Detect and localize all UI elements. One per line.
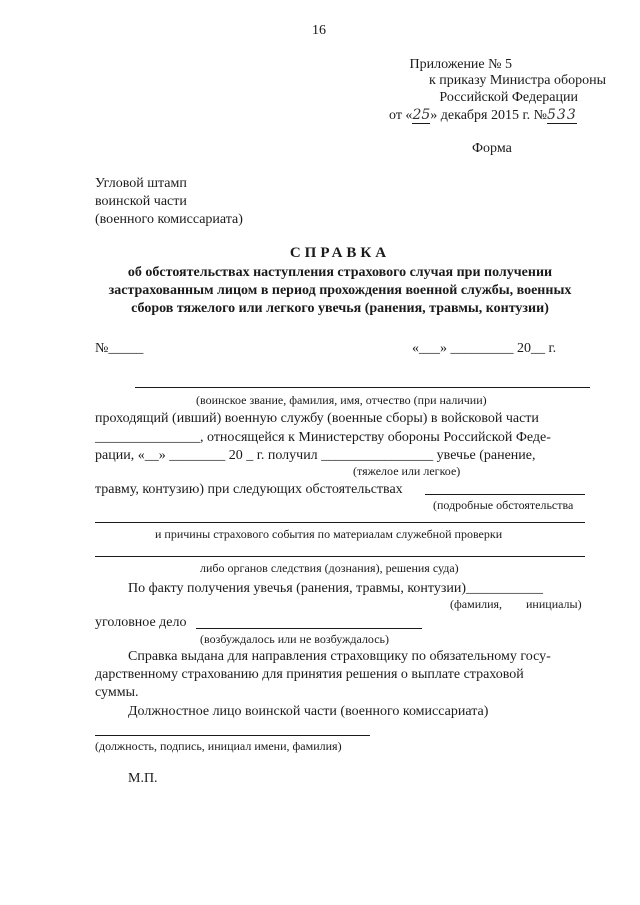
- stamp-line-1: Угловой штамп: [95, 176, 187, 191]
- seal-place: М.П.: [128, 771, 158, 786]
- body-line-6: уголовное дело: [95, 615, 187, 630]
- body-line-10: Должностное лицо воинской части (военного комиссариата): [128, 704, 489, 719]
- appendix-date-prefix: от «: [389, 108, 413, 123]
- stamp-line-2: воинской части: [95, 194, 187, 209]
- hint-rank-name: (воинское звание, фамилия, имя, отчество (при наличии): [196, 393, 487, 407]
- page-number: 16: [312, 23, 326, 38]
- hint-initials: инициалы): [526, 597, 582, 611]
- official-signature-line: [95, 735, 370, 736]
- hint-details: (подробные обстоятельства: [433, 498, 574, 512]
- date-field: «___» _________ 20__ г.: [412, 341, 557, 356]
- subtitle-line-2: застрахованным лицом в период прохождения военной службы, военных: [108, 283, 572, 298]
- form-label: Форма: [472, 141, 512, 156]
- hint-reasons: и причины страхового события по материалам служебной проверки: [155, 527, 503, 541]
- body-line-8: дарственному страхованию для принятия решения о выплате страховой: [95, 667, 524, 682]
- subtitle-line-3: сборов тяжелого или легкого увечья (ранения, травмы, контузии): [131, 301, 549, 316]
- appendix-date-middle: » декабря 2015 г. №: [430, 108, 547, 123]
- appendix-line-1: Приложение № 5: [409, 57, 512, 72]
- document-title: СПРАВКА: [289, 245, 391, 261]
- hint-case: (возбуждалось или не возбуждалось): [200, 632, 390, 646]
- appendix-line-4: [389, 106, 577, 125]
- appendix-day-handwritten: 25: [412, 107, 431, 123]
- hint-surname: (фамилия,: [450, 597, 503, 611]
- organs-line: [95, 556, 585, 557]
- body-line-5: По факту получения увечья (ранения, травмы, контузии)___________: [128, 581, 544, 596]
- stamp-line-3: (военного комиссариата): [95, 212, 243, 227]
- body-line-9: суммы.: [95, 685, 139, 700]
- subtitle-line-1: об обстоятельствах наступления страхового случая при получении: [127, 265, 553, 280]
- body-line-2: _______________, относящейся к Министерству обороны Российской Феде-: [95, 430, 551, 445]
- hint-organs: либо органов следствия (дознания), решения суда): [200, 561, 459, 575]
- criminal-case-line: [196, 628, 422, 629]
- body-line-1: проходящий (ивший) военную службу (военные сборы) в войсковой части: [95, 411, 539, 426]
- hint-official: (должность, подпись, инициал имени, фамилия): [95, 739, 342, 753]
- circumstances-line: [425, 494, 585, 495]
- hint-severity: (тяжелое или легкое): [353, 464, 461, 478]
- reasons-line: [95, 522, 585, 523]
- body-line-4: травму, контузию) при следующих обстоятельствах: [95, 482, 403, 497]
- body-line-3: рации, «__» ________ 20 _ г. получил ________________ увечье (ранение,: [95, 448, 536, 463]
- appendix-line-3: Российской Федерации: [439, 90, 578, 105]
- rank-name-line: [135, 387, 590, 388]
- appendix-line-2: к приказу Министра обороны: [429, 73, 606, 88]
- body-line-7: Справка выдана для направления страховщику по обязательному госу-: [128, 649, 551, 664]
- appendix-number-handwritten: 533: [547, 107, 577, 123]
- number-field: №_____: [95, 341, 144, 356]
